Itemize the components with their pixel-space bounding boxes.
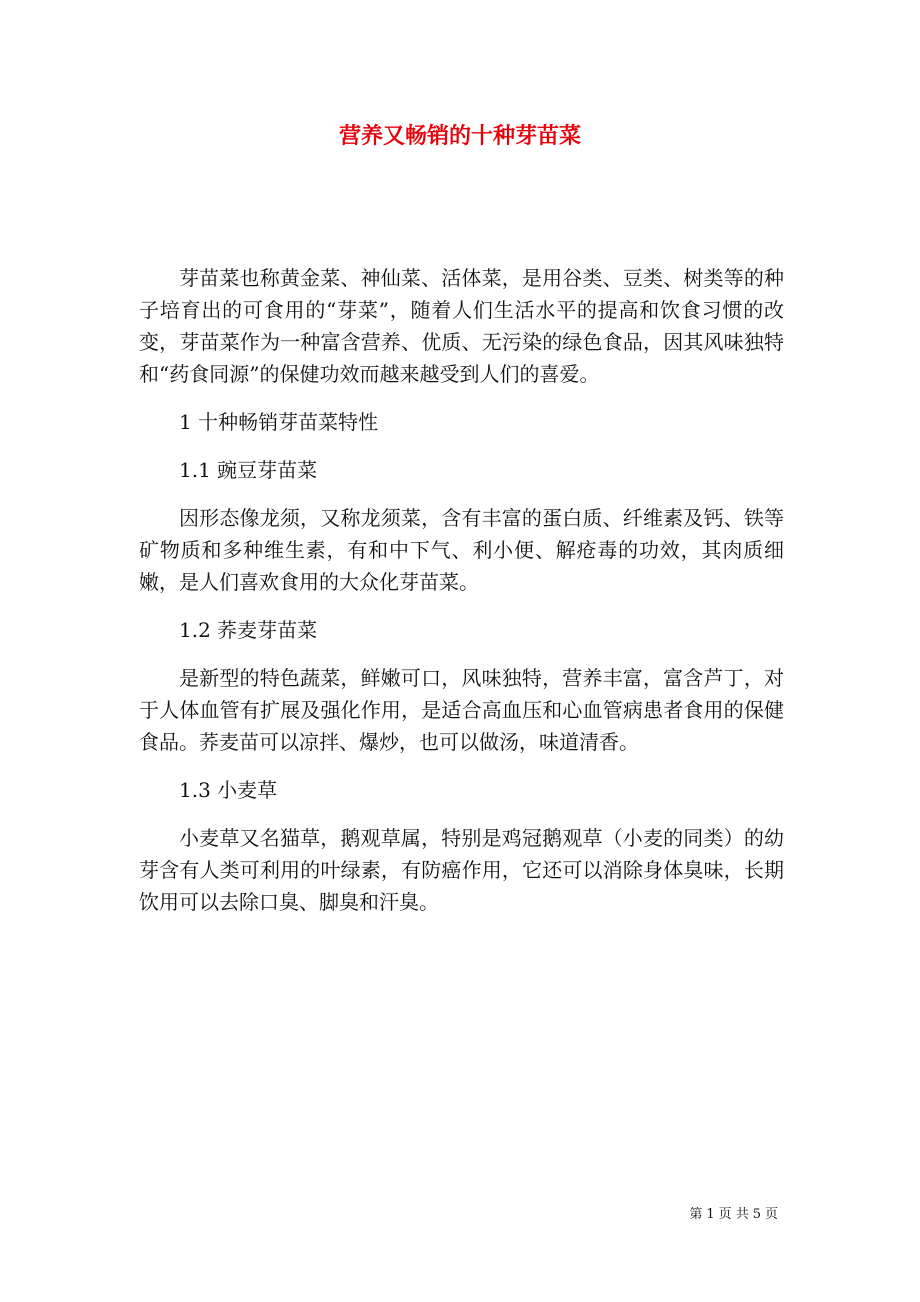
- subsection-heading-1-2: 1.2 荞麦芽苗菜: [179, 618, 318, 642]
- document-title: 营养又畅销的十种芽苗菜: [338, 123, 581, 149]
- wheatgrass-paragraph: 小麦草又名猫草，鹅观草属，特别是鸡冠鹅观草（小麦的同类）的幼芽含有人类可利用的叶绿素，有防癌作用，它还可以消除身体臭味，长期饮用可以去除口臭、脚臭和汗臭。: [139, 826, 784, 914]
- page-footer: [687, 1206, 780, 1224]
- footer-total-label: 共: [735, 1207, 749, 1222]
- footer-page-number: 1: [706, 1207, 715, 1222]
- pea-sprout-paragraph: 因形态像龙须，又称龙须菜，含有丰富的蛋白质、纤维素及钙、铁等矿物质和多种维生素，有和中下气、利小便、解疮毒的功效，其肉质细嫩，是人们喜欢食用的大众化芽苗菜。: [139, 506, 784, 594]
- buckwheat-sprout-paragraph: 是新型的特色蔬菜，鲜嫩可口，风味独特，营养丰富，富含芦丁，对于人体血管有扩展及强化作用，是适合高血压和心血管病患者食用的保健食品。荞麦苗可以凉拌、爆炒，也可以做汤，味道清香。: [139, 666, 784, 754]
- footer-total-unit: 页: [764, 1207, 778, 1222]
- section-heading-1: 1 十种畅销芽苗菜特性: [179, 410, 379, 434]
- footer-page-unit: 页: [718, 1207, 732, 1222]
- document-body: [139, 262, 784, 934]
- footer-total-pages: 5: [752, 1207, 761, 1222]
- intro-paragraph: 芽苗菜也称黄金菜、神仙菜、活体菜，是用谷类、豆类、树类等的种子培育出的可食用的“芽菜”，随着人们生活水平的提高和饮食习惯的改变，芽苗菜作为一种富含营养、优质、无污染的绿色食品，因其风味独特和“药食同源”的保健功效而越来越受到人们的喜爱。: [139, 266, 784, 386]
- subsection-heading-1-3: 1.3 小麦草: [179, 778, 278, 802]
- subsection-heading-1-1: 1.1 豌豆芽苗菜: [179, 458, 318, 482]
- footer-page-label: 第: [689, 1207, 703, 1222]
